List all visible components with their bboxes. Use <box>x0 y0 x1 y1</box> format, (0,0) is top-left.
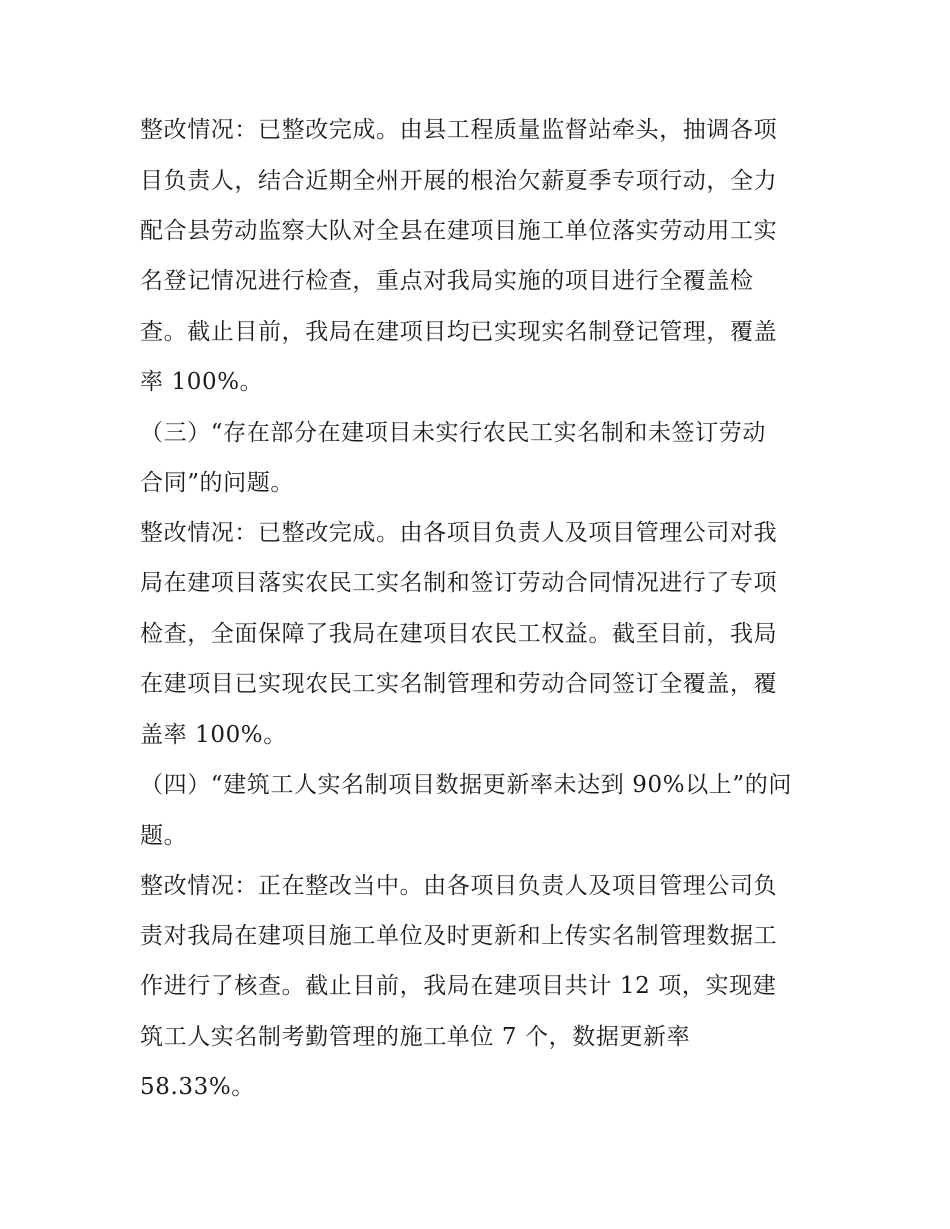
text-line: 筑工人实名制考勤管理的施工单位 7 个，数据更新率 <box>140 1024 691 1050</box>
text-line: 在建项目已实现农民工实名制管理和劳动合同签订全覆盖，覆 <box>140 671 778 697</box>
text-line: 目负责人，结合近期全州开展的根治欠薪夏季专项行动，全力 <box>140 168 778 194</box>
text-line: 整改情况：正在整改当中。由各项目负责人及项目管理公司负 <box>140 873 778 899</box>
text-line: 配合县劳动监察大队对全县在建项目施工单位落实劳动用工实 <box>140 218 778 244</box>
text-line: 整改情况：已整改完成。由各项目负责人及项目管理公司对我 <box>140 520 778 546</box>
section-heading-4: （四）“建筑工人实名制项目数据更新率未达到 90%以上”的问 <box>140 772 792 798</box>
text-line: 作进行了核查。截止目前，我局在建项目共计 12 项，实现建 <box>140 973 777 999</box>
text-line: 责对我局在建项目施工单位及时更新和上传实名制管理数据工 <box>140 923 778 949</box>
text-line: 查。截止目前，我局在建项目均已实现实名制登记管理，覆盖 <box>140 319 778 345</box>
text-line: 盖率 100%。 <box>140 722 287 748</box>
section-heading-4: 题。 <box>140 823 188 849</box>
section-heading-3: （三）“存在部分在建项目未实行农民工实名制和未签订劳动 <box>140 420 766 446</box>
text-line: 率 100%。 <box>140 369 264 395</box>
section-heading-3: 合同”的问题。 <box>140 470 294 496</box>
text-line: 58.33%。 <box>140 1074 255 1100</box>
text-line: 整改情况：已整改完成。由县工程质量监督站牵头，抽调各项 <box>140 117 778 143</box>
text-line: 局在建项目落实农民工实名制和签订劳动合同情况进行了专项 <box>140 570 778 596</box>
text-line: 检查，全面保障了我局在建项目农民工权益。截至目前，我局 <box>140 621 778 647</box>
text-line: 名登记情况进行检查，重点对我局实施的项目进行全覆盖检 <box>140 268 754 294</box>
